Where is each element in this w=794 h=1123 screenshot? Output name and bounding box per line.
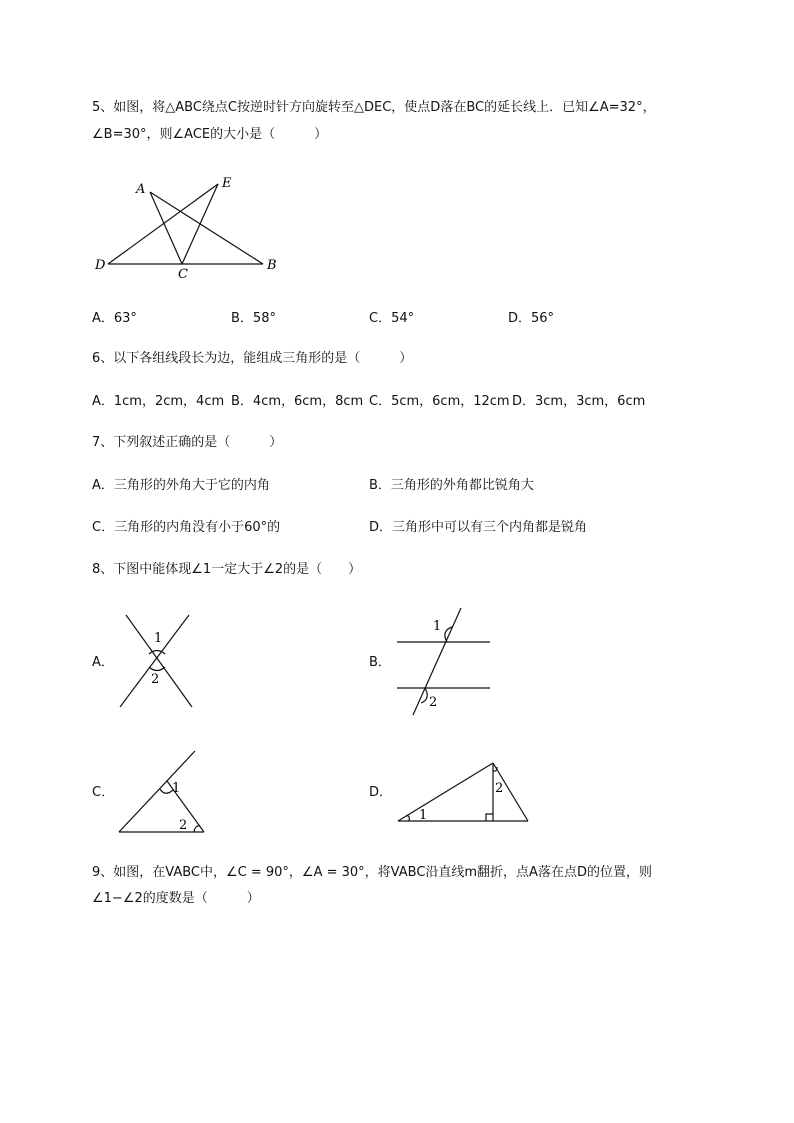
- q5-label-b: B: [267, 258, 277, 273]
- q5-label-a: A: [136, 182, 146, 197]
- q9-stem-line2: ∠1−∠2的度数是（ ）: [92, 891, 260, 906]
- q8-option-a[interactable]: A．: [92, 655, 114, 670]
- q7-option-a[interactable]: A．三角形的外角大于它的内角: [92, 478, 270, 493]
- q6-option-b[interactable]: B．4cm，6cm，8cm: [231, 394, 364, 409]
- q8a-angle-1: 1: [154, 631, 163, 646]
- q8b-angle-1: 1: [433, 619, 442, 634]
- q8-stem: 8、下图中能体现∠1一定大于∠2的是（ ）: [92, 562, 362, 577]
- q5-label-e: E: [222, 176, 232, 191]
- q5-option-c[interactable]: C．54°: [369, 311, 415, 326]
- q7-option-c[interactable]: C．三角形的内角没有小于60°的: [92, 520, 281, 535]
- q6-option-a[interactable]: A．1cm，2cm，4cm: [92, 394, 225, 409]
- q5-option-d[interactable]: D．56°: [508, 311, 555, 326]
- q6-option-d[interactable]: D．3cm，3cm，6cm: [512, 394, 646, 409]
- q5-label-d: D: [95, 258, 106, 273]
- q5-option-b[interactable]: B．58°: [231, 311, 276, 326]
- q5-label-c: C: [178, 267, 188, 282]
- q6-stem: 6、以下各组线段长为边，能组成三角形的是（ ）: [92, 351, 413, 366]
- q8d-angle-2: 2: [495, 781, 504, 796]
- q7-option-b[interactable]: B．三角形的外角都比锐角大: [369, 478, 534, 493]
- q5-stem-line1: 5、如图，将△ABC绕点C按逆时针方向旋转至△DEC，使点D落在BC的延长线上．已知∠A=32°，: [92, 100, 656, 115]
- q5-option-a[interactable]: A．63°: [92, 311, 137, 326]
- q8d-angle-1: 1: [419, 808, 428, 823]
- q8-option-c[interactable]: C．: [92, 785, 115, 800]
- q8c-angle-1: 1: [172, 781, 181, 796]
- q7-stem: 7、下列叙述正确的是（ ）: [92, 435, 283, 450]
- q8b-angle-2: 2: [429, 695, 438, 710]
- q5-stem-line2: ∠B=30°，则∠ACE的大小是（ ）: [92, 127, 328, 142]
- q8-option-d[interactable]: D．: [369, 785, 393, 800]
- q6-option-c[interactable]: C．5cm，6cm，12cm: [369, 394, 510, 409]
- q8c-angle-2: 2: [179, 818, 188, 833]
- q8a-angle-2: 2: [151, 672, 160, 687]
- q9-stem-line1: 9、如图，在VABC中，∠C = 90°，∠A = 30°，将VABC沿直线m翻折，点A落在点D的位置，则: [92, 865, 652, 880]
- q8-option-b[interactable]: B．: [369, 655, 391, 670]
- q7-option-d[interactable]: D．三角形中可以有三个内角都是锐角: [369, 520, 588, 535]
